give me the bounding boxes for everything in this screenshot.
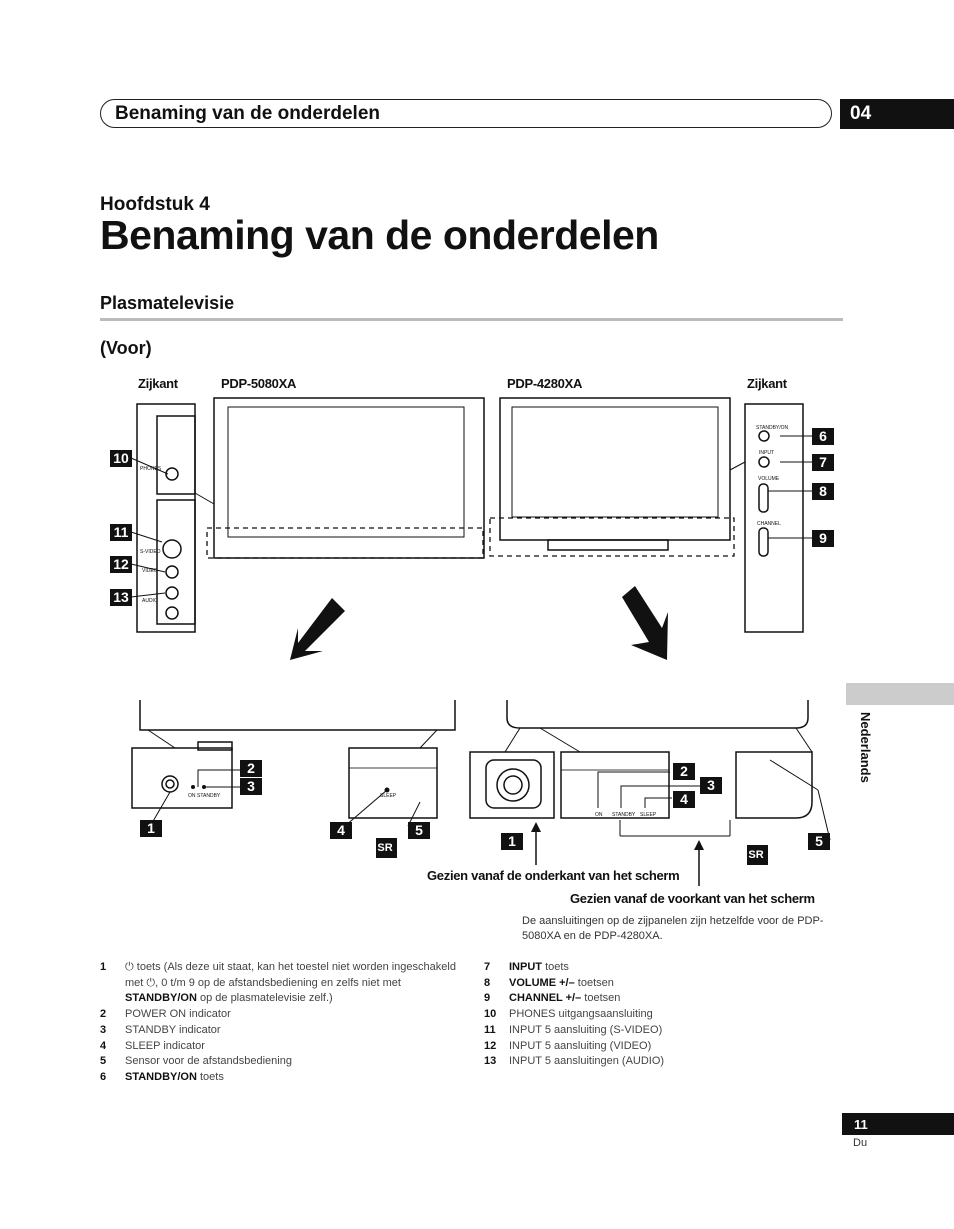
badge-13: 13	[110, 589, 132, 606]
badge-1-right: 1	[501, 833, 523, 850]
legend-item-9: 9 CHANNEL +/– toetsen	[484, 992, 621, 1005]
badge-7: 7	[812, 454, 834, 471]
panel-label-input: INPUT	[759, 450, 774, 456]
panel-label-on-left: ON	[188, 793, 196, 799]
section-heading: Plasmatelevisie	[100, 293, 235, 313]
legend-item-5: 5 Sensor voor de afstandsbediening	[100, 1055, 292, 1068]
legend-item-8: 8 VOLUME +/– toetsen	[484, 976, 614, 989]
legend-item-12: 12 INPUT 5 aansluiting (VIDEO)	[484, 1039, 652, 1052]
legend-item-7: 7 INPUT toets	[484, 961, 569, 973]
legend-item-2: 2 POWER ON indicator	[100, 1008, 231, 1021]
badge-8: 8	[812, 483, 834, 500]
view-front-label: Gezien vanaf de voorkant van het scherm	[570, 891, 815, 906]
label-side-right: Zijkant	[747, 376, 787, 391]
badge-2-left: 2	[240, 760, 262, 777]
legend-item-6: 6 STANDBY/ON toets	[100, 1070, 224, 1083]
legend-right	[484, 960, 824, 1070]
sr-logo-right: SR	[747, 845, 768, 865]
badge-4-left: 4	[330, 822, 352, 839]
legend-item-13: 13 INPUT 5 aansluitingen (AUDIO)	[484, 1055, 665, 1068]
panel-label-standby-right: STANDBY	[612, 812, 636, 818]
power-icon: ⏻	[125, 961, 137, 973]
panel-label-audio: AUDIO	[142, 598, 158, 604]
subsection-heading: (Voor)	[100, 338, 152, 358]
chapter-label: Hoofdstuk 4	[100, 194, 210, 215]
legend-item-11: 11 INPUT 5 aansluiting (S-VIDEO)	[484, 1023, 663, 1036]
badge-1-left: 1	[140, 820, 162, 837]
power-icon: ⏻	[146, 976, 156, 989]
badge-5-left: 5	[408, 822, 430, 839]
legend-item-10: 10 PHONES uitgangsaansluiting	[484, 1008, 653, 1021]
legend-item-1: 1 ⏻ toets (Als deze uit staat, kan het toestel niet worden ingeschakeld met ⏻, 0 t/m 9 op de afstandsbediening en zelfs niet met STANDBY/ON op de plasmatelevisie zelf.)	[100, 961, 456, 1005]
label-side-left: Zijkant	[138, 376, 178, 391]
header-title: Benaming van de onderdelen	[115, 103, 380, 124]
panel-label-sleep-left: SLEEP	[380, 793, 397, 799]
tv-pdp5080	[214, 398, 484, 558]
badge-3-left: 3	[240, 778, 262, 795]
language-tab	[846, 683, 954, 705]
badge-2-right: 2	[673, 763, 695, 780]
language-tab-label: Nederlands	[858, 712, 873, 783]
figure-note: De aansluitingen op de zijpanelen zijn hetzelfde voor de PDP-5080XA en de PDP-4280XA.	[522, 915, 824, 942]
label-model-right: PDP-4280XA	[507, 376, 583, 391]
page-title: Benaming van de onderdelen	[100, 212, 659, 258]
chapter-number-tab: 04	[840, 99, 954, 129]
panel-label-svideo: S-VIDEO	[140, 549, 161, 555]
sr-logo-left: SR	[376, 838, 397, 858]
label-model-left: PDP-5080XA	[221, 376, 297, 391]
panel-label-volume: VOLUME	[758, 476, 780, 482]
view-bottom-label: Gezien vanaf de onderkant van het scherm	[427, 868, 680, 883]
badge-10: 10	[110, 450, 132, 467]
panel-label-standby-on: STANDBY/ON	[756, 425, 789, 431]
legend-item-4: 4 SLEEP indicator	[100, 1039, 205, 1052]
badge-3-right: 3	[700, 777, 722, 794]
page-number: 11	[842, 1113, 954, 1135]
right-side-panel	[745, 404, 803, 632]
tv-pdp4280	[500, 398, 730, 540]
badge-11: 11	[110, 524, 132, 541]
legend-item-3: 3 STANDBY indicator	[100, 1023, 221, 1036]
badge-5-right: 5	[808, 833, 830, 850]
panel-label-standby-left: STANDBY	[197, 793, 221, 799]
badge-9: 9	[812, 530, 834, 547]
panel-label-sleep-right: SLEEP	[640, 812, 657, 818]
badge-6: 6	[812, 428, 834, 445]
legend-left	[100, 960, 465, 1086]
panel-label-on-right: ON	[595, 812, 603, 818]
badge-12: 12	[110, 556, 132, 573]
badge-4-right: 4	[673, 791, 695, 808]
panel-label-phones: PHONES	[140, 466, 162, 472]
panel-label-video: VIDEO	[142, 568, 158, 574]
panel-label-channel: CHANNEL	[757, 521, 781, 527]
page-language: Du	[853, 1137, 868, 1149]
